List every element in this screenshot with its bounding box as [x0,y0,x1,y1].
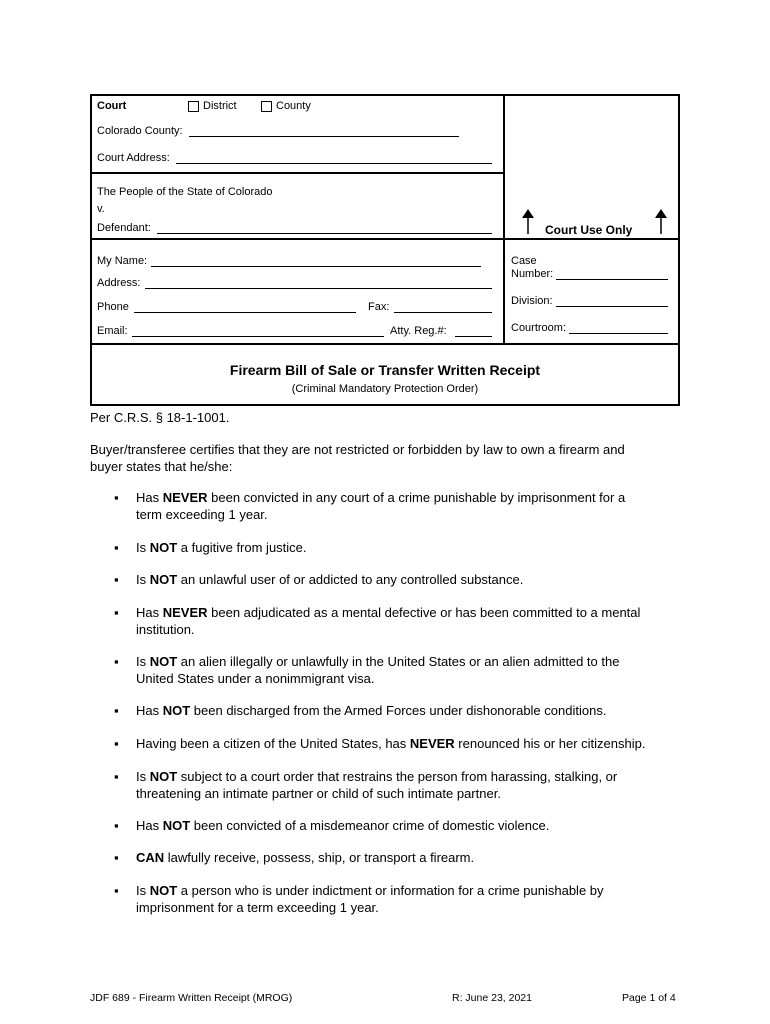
list-item-emphasis: NEVER [162,605,208,620]
bullet-icon: ▪ [114,540,119,555]
division-field[interactable] [556,306,668,307]
bullet-icon: ▪ [114,736,119,751]
defendant-field[interactable] [157,233,492,234]
address-field[interactable] [145,288,492,289]
county-label: County [276,100,311,112]
list-item [136,653,696,687]
list-item [136,539,696,556]
case-number-field[interactable] [556,279,668,280]
phone-field[interactable] [134,312,356,313]
caption-divider-vertical [503,94,505,344]
list-item-text: been convicted in any court of a crime punishable by imprisonment for a [207,490,626,505]
district-label: District [203,100,237,112]
caption-divider-1 [90,172,504,174]
list-item-text: a fugitive from justice. [177,540,307,555]
caption-divider-3 [90,343,680,345]
list-item-prefix: Has [136,818,163,833]
list-item-prefix: Has [136,703,163,718]
up-arrow-icon [654,209,668,235]
list-item-text: an alien illegally or unlawfully in the United States or an alien admitted to the [177,654,620,669]
list-item [136,849,696,866]
list-item-prefix: Is [136,883,150,898]
court-label: Court [97,100,127,112]
bullet-icon: ▪ [114,572,119,587]
court-address-label: Court Address: [97,152,170,164]
court-address-field[interactable] [176,163,492,164]
people-label: The People of the State of Colorado [97,186,273,198]
courtroom-field[interactable] [569,333,668,334]
list-item-continuation: United States under a nonimmigrant visa. [136,671,375,686]
colorado-county-label: Colorado County: [97,125,183,137]
intro-line-2: buyer states that he/she: [90,459,233,474]
document-title: Firearm Bill of Sale or Transfer Written Receipt [229,362,541,378]
my-name-label: My Name: [97,255,148,267]
versus-label: v. [97,203,105,215]
list-item-text: lawfully receive, possess, ship, or transport a firearm. [164,850,475,865]
caption-divider-2 [90,238,680,240]
up-arrow-icon [521,209,535,235]
list-item-emphasis: NOT [149,769,178,784]
list-item-emphasis: NOT [149,654,178,669]
list-item-emphasis: NOT [149,540,178,555]
county-checkbox[interactable] [261,101,272,112]
revision-date: R: June 23, 2021 [452,992,532,1004]
list-item-text: been adjudicated as a mental defective or has been committed to a mental [207,605,641,620]
defendant-label: Defendant: [97,222,151,234]
list-item-continuation: threatening an intimate partner or child of such intimate partner. [136,786,501,801]
list-item [136,489,696,523]
address-label: Address: [97,277,141,289]
email-label: Email: [97,325,128,337]
division-label: Division: [511,295,553,307]
bullet-icon: ▪ [114,883,119,898]
list-item [136,735,696,752]
document-subtitle: (Criminal Mandatory Protection Order) [291,383,479,395]
atty-reg-field[interactable] [455,336,492,337]
fax-label: Fax: [368,301,390,313]
list-item [136,702,696,719]
list-item-emphasis: CAN [136,850,165,865]
case-label: Case [511,255,537,267]
district-checkbox[interactable] [188,101,199,112]
bullet-icon: ▪ [114,703,119,718]
statute-reference: Per C.R.S. § 18-1-1001. [90,410,230,425]
list-item [136,768,696,802]
page-number: Page 1 of 4 [622,992,676,1004]
list-item-emphasis: NOT [162,703,191,718]
bullet-icon: ▪ [114,769,119,784]
list-item-text: subject to a court order that restrains the person from harassing, stalking, or [177,769,618,784]
list-item-emphasis: NEVER [409,736,455,751]
list-item-prefix: Is [136,769,150,784]
phone-label: Phone [97,301,129,313]
colorado-county-field[interactable] [189,136,459,137]
email-field[interactable] [132,336,384,337]
my-name-field[interactable] [151,266,481,267]
list-item-emphasis: NOT [162,818,191,833]
list-item-text: renounced his or her citizenship. [454,736,646,751]
bullet-icon: ▪ [114,490,119,505]
caption-box [90,94,680,406]
list-item-emphasis: NOT [149,572,178,587]
list-item-emphasis: NEVER [162,490,208,505]
list-item [136,571,696,588]
form-id: JDF 689 - Firearm Written Receipt (MROG) [90,992,293,1004]
list-item [136,604,696,638]
list-item-prefix: Having been a citizen of the United States, has [136,736,410,751]
bullet-icon: ▪ [114,654,119,669]
list-item-continuation: imprisonment for a term exceeding 1 year. [136,900,379,915]
list-item-prefix: Is [136,540,150,555]
list-item-prefix: Has [136,605,163,620]
list-item-text: a person who is under indictment or information for a crime punishable by [177,883,604,898]
list-item-text: been convicted of a misdemeanor crime of domestic violence. [190,818,550,833]
list-item-continuation: institution. [136,622,195,637]
bullet-icon: ▪ [114,818,119,833]
bullet-icon: ▪ [114,605,119,620]
list-item-prefix: Is [136,654,150,669]
list-item-text: been discharged from the Armed Forces under dishonorable conditions. [190,703,607,718]
bullet-icon: ▪ [114,850,119,865]
intro-line-1: Buyer/transferee certifies that they are not restricted or forbidden by law to own a firearm and [90,442,625,457]
list-item-emphasis: NOT [149,883,178,898]
list-item-prefix: Has [136,490,163,505]
courtroom-label: Courtroom: [511,322,567,334]
list-item [136,817,696,834]
fax-field[interactable] [394,312,492,313]
list-item-continuation: term exceeding 1 year. [136,507,268,522]
list-item-text: an unlawful user of or addicted to any controlled substance. [177,572,524,587]
list-item [136,882,696,916]
court-use-only-label: Court Use Only [545,223,633,237]
case-number-label: Number: [511,268,554,280]
list-item-prefix: Is [136,572,150,587]
atty-reg-label: Atty. Reg.#: [390,325,447,337]
